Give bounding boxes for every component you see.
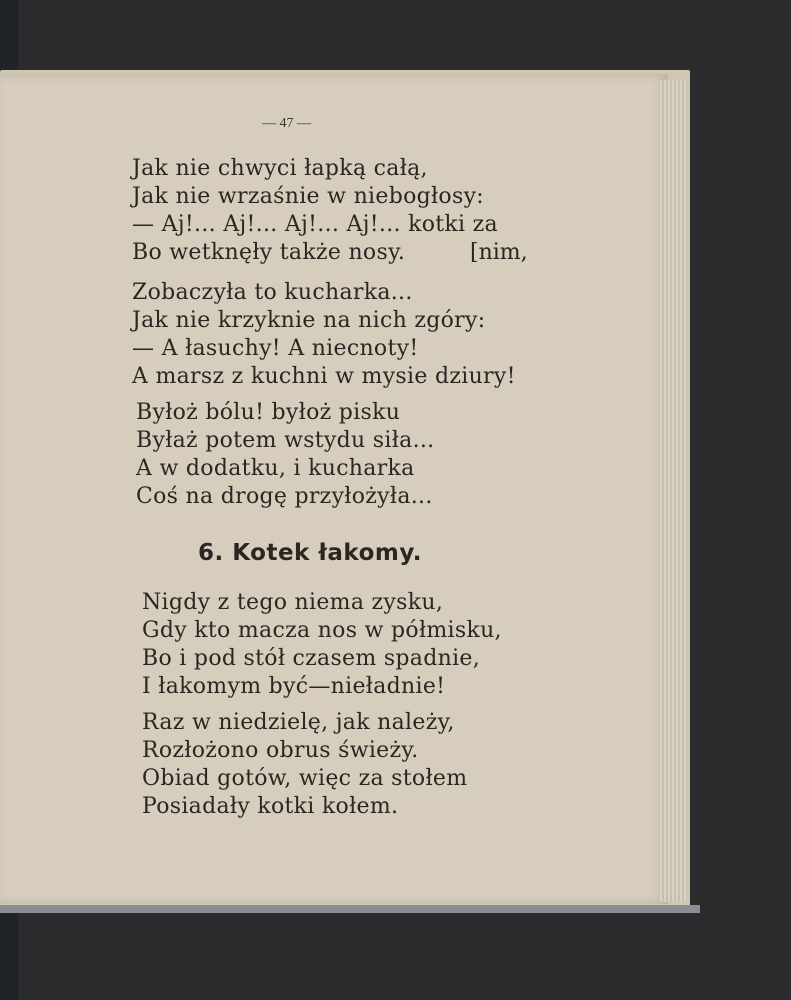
page-number: — 47 — [262,116,311,131]
poem-line: Raz w niedzielę, jak należy, [142,710,455,735]
poem-line: Posiadały kotki kołem. [142,794,399,819]
poem-line: A marsz z kuchni w mysie dziury! [132,364,516,389]
poem-line: — A łasuchy! A niecnoty! [132,336,419,361]
poem-line: Jak nie chwyci łapką całą, [132,156,428,181]
poem-line: Bo i pod stół czasem spadnie, [142,646,481,671]
poem-line: Bo wetknęły także nosy. [132,240,406,265]
poem-line: Rozłożono obrus świeży. [142,738,419,763]
poem-line: Zobaczyła to kucharka... [132,280,413,305]
poem-line: A w dodatku, i kucharka [136,456,415,481]
poem-line: Coś na drogę przyłożyła... [136,484,433,509]
poem-line: Jak nie krzyknie na nich zgóry: [132,308,486,333]
poem-line: Byłaż potem wstydu siła... [136,428,435,453]
poem-line: — Aj!... Aj!... Aj!... Aj!... kotki za [132,212,498,237]
poem-line: Jak nie wrzaśnie w niebogłosy: [132,184,485,209]
section-heading: 6. Kotek łakomy. [198,540,422,566]
poem-line: Byłoż bólu! byłoż pisku [136,400,401,425]
poem-line: Obiad gotów, więc za stołem [142,766,468,791]
poem-line-continuation: [nim, [470,240,528,265]
page-stack-edge [660,80,686,902]
page-bottom-edge [0,905,700,913]
poem-line: Nigdy z tego niema zysku, [142,590,444,615]
poem-line: I łakomym być—nieładnie! [142,674,446,699]
poem-line: Gdy kto macza nos w półmisku, [142,618,502,643]
